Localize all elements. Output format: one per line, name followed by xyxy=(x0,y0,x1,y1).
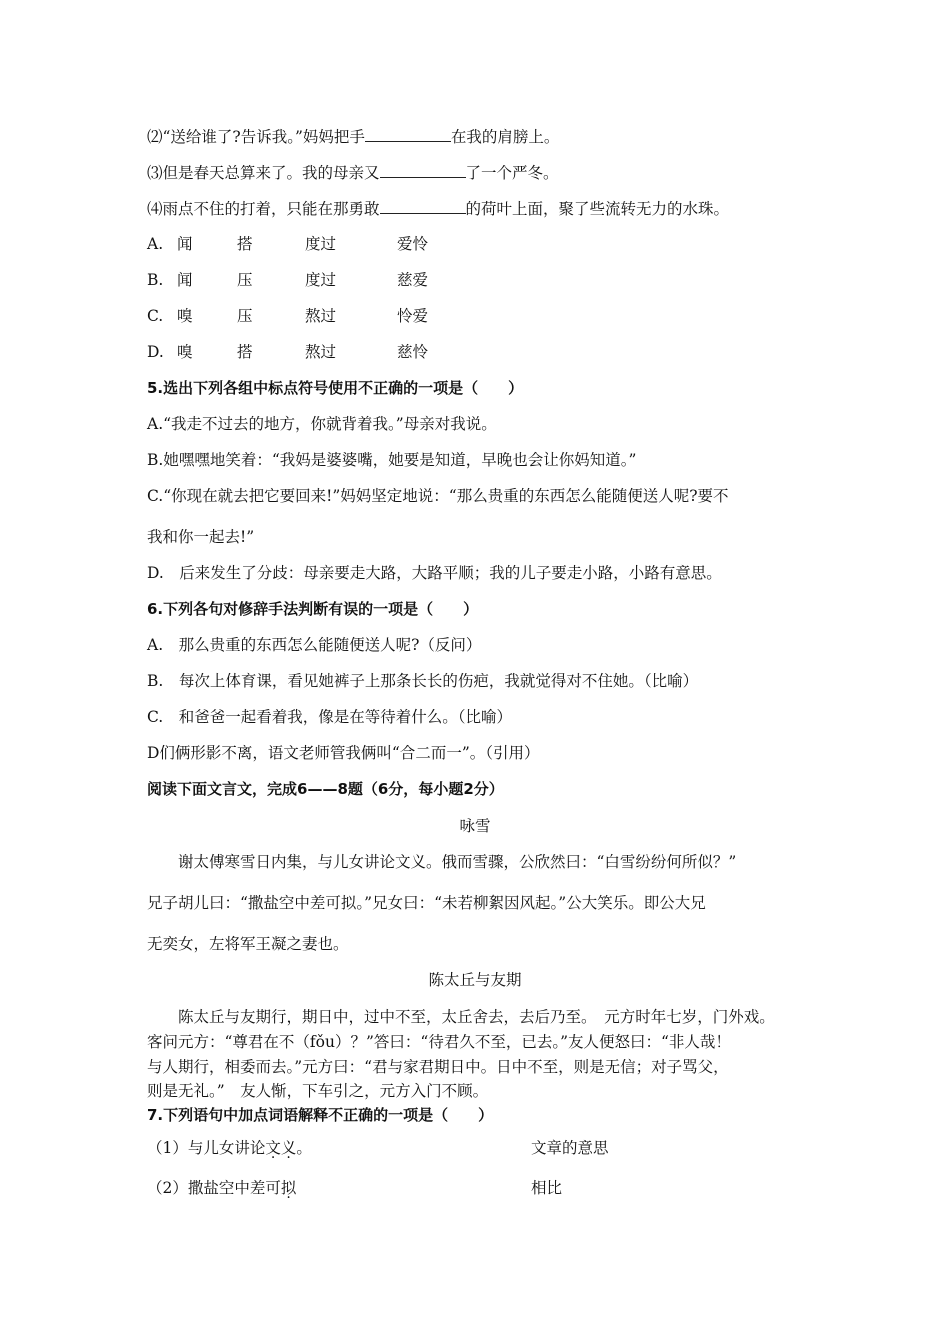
option-word: 怜爱 xyxy=(397,307,429,325)
q4-sentence-2 xyxy=(147,126,559,148)
q7-item-1 xyxy=(147,1137,312,1159)
option-word: 搭 xyxy=(237,235,253,253)
option-word: 度过 xyxy=(305,235,337,253)
q5-option-b: B.她嘿嘿地笑着：“我妈是婆婆嘴，她要是知道，早晚也会让你妈知道。” xyxy=(147,451,637,469)
passage-title-2: 陈太丘与友期 xyxy=(428,971,522,989)
option-word: 闻 xyxy=(177,235,193,253)
fill-blank xyxy=(365,127,451,142)
dotted-char: 义 xyxy=(280,1139,297,1157)
q5-option-c-cont: 我和你一起去!” xyxy=(147,528,255,546)
item-text: 。 xyxy=(296,1139,312,1157)
option-word: 熬过 xyxy=(305,343,337,361)
item-text: （1）与儿女讲论 xyxy=(147,1139,266,1157)
q5-option-a: A.“我走不过去的地方，你就背着我。”母亲对我说。 xyxy=(147,415,497,433)
passage-2-line: 客问元方：“尊君在不（fǒu）？”答曰：“待君久不至，已去。”友人便怒曰：“非人哉！ xyxy=(147,1033,731,1051)
reading-instruction: 阅读下面文言文，完成6——8题（6分，每小题2分） xyxy=(147,780,504,798)
q6-option-d: D们俩形影不离，语文老师管我俩叫“合二而一”。（引用） xyxy=(147,744,540,762)
option-word: 压 xyxy=(237,271,253,289)
option-word: 度过 xyxy=(305,271,337,289)
passage-title-1: 咏雪 xyxy=(459,817,491,835)
q5-option-d: D. 后来发生了分歧：母亲要走大路，大路平顺；我的儿子要走小路，小路有意思。 xyxy=(147,564,722,582)
fill-blank xyxy=(380,163,466,178)
q6-option-b: B. 每次上体育课，看见她裤子上那条长长的伤疤，我就觉得对不住她。（比喻） xyxy=(147,672,699,690)
option-label: C. xyxy=(147,307,164,325)
passage-1-line: 无奕女，左将军王凝之妻也。 xyxy=(147,935,349,953)
sentence-text: ⑵“送给谁了?告诉我。”妈妈把手 xyxy=(147,128,365,146)
option-word: 搭 xyxy=(237,343,253,361)
passage-2-line: 则是无礼。” 友人惭，下车引之，元方入门不顾。 xyxy=(147,1082,489,1100)
q4-sentence-4 xyxy=(147,198,729,220)
q6-title: 6.下列各句对修辞手法判断有误的一项是（ ） xyxy=(147,600,479,618)
q4-option-b xyxy=(147,269,457,291)
q7-item-2 xyxy=(147,1177,296,1199)
q5-title: 5.选出下列各组中标点符号使用不正确的一项是（ ） xyxy=(147,379,524,397)
option-label: A. xyxy=(147,235,164,253)
q4-option-a xyxy=(147,233,457,255)
q7-item-2-answer: 相比 xyxy=(531,1179,563,1197)
q7-title: 7.下列语句中加点词语解释不正确的一项是（ ） xyxy=(147,1106,494,1124)
passage-1-line: 兄子胡儿曰：“撒盐空中差可拟。”兄女曰：“未若柳絮因风起。”公大笑乐。即公大兄 xyxy=(147,894,706,912)
option-word: 压 xyxy=(237,307,253,325)
option-label: D. xyxy=(147,343,164,361)
option-word: 熬过 xyxy=(305,307,337,325)
option-word: 慈怜 xyxy=(397,343,429,361)
q7-item-1-answer: 文章的意思 xyxy=(531,1139,609,1157)
sentence-text: 的荷叶上面，聚了些流转无力的水珠。 xyxy=(465,200,730,218)
q4-option-c xyxy=(147,305,457,327)
option-word: 嗅 xyxy=(177,307,193,325)
option-word: 慈爱 xyxy=(397,271,429,289)
sentence-text: ⑷雨点不住的打着，只能在那勇敢 xyxy=(147,200,380,218)
q4-sentence-3 xyxy=(147,162,559,184)
passage-1-line: 谢太傅寒雪日内集，与儿女讲论文义。俄而雪骤，公欣然曰：“白雪纷纷何所似？” xyxy=(147,853,737,871)
sentence-text: ⑶但是春天总算来了。我的母亲又 xyxy=(147,164,380,182)
option-word: 嗅 xyxy=(177,343,193,361)
passage-2-line: 与人期行，相委而去。”元方曰：“君与家君期日中。日中不至，则是无信；对子骂父， xyxy=(147,1058,729,1076)
fill-blank xyxy=(380,199,466,214)
q5-option-c: C.“你现在就去把它要回来!”妈妈坚定地说：“那么贵重的东西怎么能随便送人呢?要不 xyxy=(147,487,729,505)
q6-option-a: A. 那么贵重的东西怎么能随便送人呢?（反问） xyxy=(147,636,482,654)
item-text: （2）撒盐空中差可 xyxy=(147,1179,281,1197)
sentence-text: 在我的肩膀上。 xyxy=(450,128,560,146)
option-word: 闻 xyxy=(177,271,193,289)
option-word: 爱怜 xyxy=(397,235,429,253)
dotted-char: 文 xyxy=(265,1139,281,1157)
dotted-char: 拟 xyxy=(280,1179,297,1197)
option-label: B. xyxy=(147,271,164,289)
q4-option-d xyxy=(147,341,457,363)
passage-2-line: 陈太丘与友期行，期日中，过中不至，太丘舍去，去后乃至。 元方时年七岁，门外戏。 xyxy=(147,1008,775,1026)
q6-option-c: C. 和爸爸一起看着我，像是在等待着什么。（比喻） xyxy=(147,708,512,726)
sentence-text: 了一个严冬。 xyxy=(465,164,559,182)
